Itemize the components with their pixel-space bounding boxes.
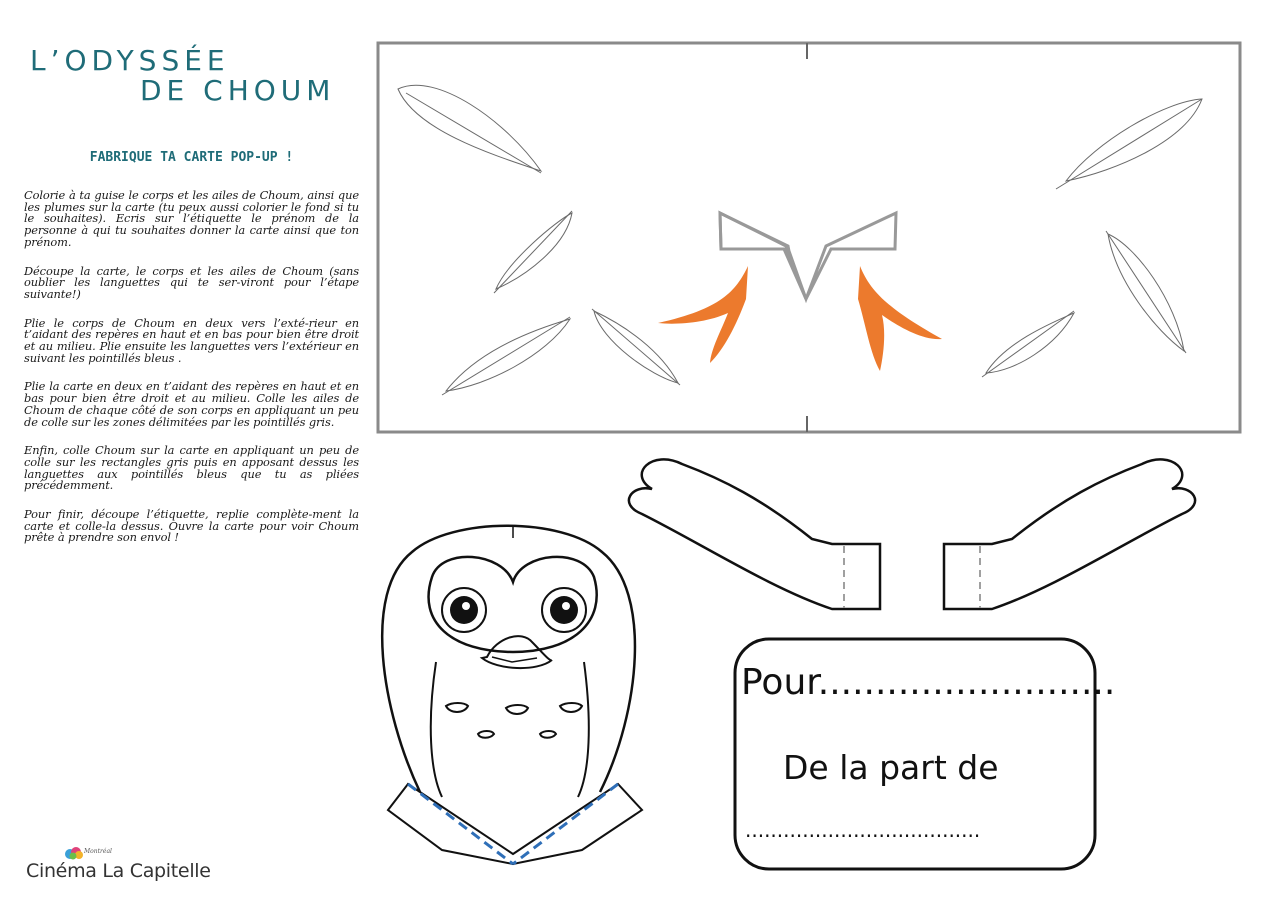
owl-foot-right <box>858 266 942 371</box>
instruction-paragraph: Colorie à ta guise le corps et les ailes de Choum, ainsi que les plumes sur la carte (tu peux aussi colorier le fond si tu le souhaites). Ecris sur l’étiquette le prénom de la personne à qui tu souhaites donner la carte ainsi que ton prénom. <box>24 188 359 249</box>
glue-zone-left <box>720 213 806 299</box>
title-line-1: L’ODYSSÉE <box>30 44 230 77</box>
popup-card <box>376 41 1242 434</box>
label-signature-line: ..................................... <box>745 818 981 842</box>
logo-icon <box>64 846 86 860</box>
label-from-text: De la part de <box>783 748 999 787</box>
owl-wing-right <box>940 444 1202 614</box>
logo-name: Cinéma La Capitelle <box>26 860 211 882</box>
feather-group <box>398 85 1202 395</box>
instruction-paragraph: Pour finir, découpe l’étiquette, replie complète-ment la carte et colle-la dessus. Ouvre la carte pour voir Choum prête à prendre son envol ! <box>24 507 359 545</box>
instruction-paragraph: Plie la carte en deux en t’aidant des repères en haut et en bas pour bien être droit et au milieu. Colle les ailes de Choum de chaque côté de son corps en appliquant un peu de colle sur les zones délimitées par les pointillés gris. <box>24 379 359 429</box>
subtitle: FABRIQUE TA CARTE POP-UP ! <box>89 150 294 165</box>
feather <box>398 85 541 171</box>
owl-foot-left <box>658 266 748 363</box>
instruction-paragraph: Enfin, colle Choum sur la carte en appliquant un peu de colle sur les rectangles gris puis en apposant dessus les languettes aux pointillés bleus que tu as pliées précédemment. <box>24 443 359 493</box>
owl-body <box>372 512 658 868</box>
title-line-2: DE CHOUM <box>140 74 336 107</box>
logo-subtext: Montréal <box>84 848 112 855</box>
instructions <box>24 190 359 561</box>
label-for-line: Pour.......................... <box>741 662 1116 703</box>
owl-wing-left <box>622 444 884 614</box>
instruction-paragraph: Plie le corps de Choum en deux vers l’exté-rieur en t’aidant des repères en haut et en bas pour bien être droit et au milieu. Plie ensuite les languettes vers l’extérieur en suivant les pointillés bleus . <box>24 315 359 365</box>
instruction-paragraph: Découpe la carte, le corps et les ailes de Choum (sans oublier les languettes qui te ser-viront pour l’étape suivante!) <box>24 263 359 301</box>
